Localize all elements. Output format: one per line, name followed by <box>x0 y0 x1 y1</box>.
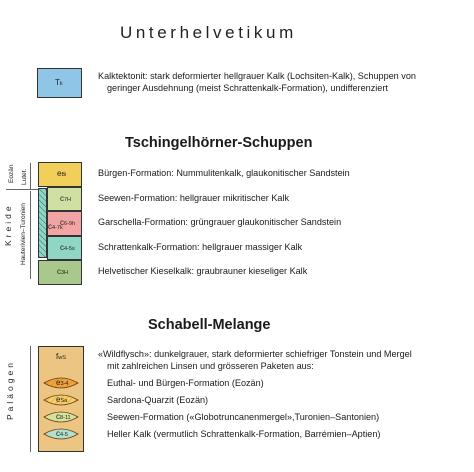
tsch-unit-description-3: Schrattenkalk-Formation: hellgrauer massiger Kalk <box>98 241 303 252</box>
kalktektonit-description-line1: Kalktektonit: stark deformierter hellgrauer Kalk (Lochsiten-Kalk), Schuppen von <box>98 71 416 81</box>
label-eozaen: Eozän <box>8 164 15 183</box>
kalktektonit-swatch <box>37 68 82 98</box>
tsch-unit-swatch-3 <box>47 236 82 261</box>
wildflysch-description-line1: «Wildflysch»: dunkelgrauer, stark deformierter schiefriger Tonstein und Mergel <box>98 349 412 359</box>
schabell-title: Schabell-Melange <box>148 317 271 333</box>
label-kreide: Kreide <box>3 203 13 246</box>
kalktektonit-symbol: Tk <box>55 78 63 87</box>
tsch-unit-description-4: Helvetischer Kieselkalk: graubrauner kieseliger Kalk <box>98 266 308 276</box>
tsch-unit-symbol-4: c3H <box>57 267 69 276</box>
bracket-kreide <box>30 191 31 279</box>
lens-symbol-3: c4-5 <box>56 429 68 438</box>
wildflysch-symbol: fwS <box>56 352 66 361</box>
tsch-unit-description-0: Bürgen-Formation: Nummulitenkalk, glaukonitischer Sandstein <box>98 168 350 178</box>
divider-eozaen-kreide <box>6 189 38 190</box>
bracket-palaeogen <box>30 346 31 452</box>
tsch-unit-symbol-1: c7H <box>60 193 72 203</box>
label-palaeogen: Paläogen <box>5 360 15 420</box>
tsch-unit-swatch-0 <box>38 162 82 187</box>
lens-symbol-1: eSa <box>56 395 68 404</box>
main-title: Unterhelvetikum <box>120 23 297 42</box>
tsch-unit-description-1: Seewen-Formation: hellgrauer mikritischer Kalk <box>98 192 290 203</box>
lens-description-1: Sardona-Quarzit (Eozän) <box>107 395 209 405</box>
kalktektonit-description-line2: geringer Ausdehnung (meist Schrattenkalk-Formation), undifferenziert <box>107 83 388 93</box>
tsch-unit-swatch-4 <box>38 260 82 285</box>
hauterivien-turonien-bar <box>38 188 47 258</box>
tsch-unit-description-2: Garschella-Formation: grüngrauer glaukonitischer Sandstein <box>98 217 342 227</box>
tschingelhoerner-title: Tschingelhörner-Schuppen <box>125 135 313 151</box>
label-lutet: Lutet. <box>21 168 28 185</box>
lens-symbol-2: c8-11 <box>56 412 71 421</box>
tsch-unit-symbol-3: c4-5s <box>60 242 75 252</box>
lens-description-3: Heller Kalk (vermutlich Schrattenkalk-Formation, Barrémien–Aptien) <box>107 429 381 439</box>
lens-description-2: Seewen-Formation («Globotruncanenmergel»,Turonien–Santonien) <box>107 412 380 422</box>
tsch-unit-symbol-2: c6-9h <box>60 218 76 227</box>
lens-description-0: Euthal- und Bürgen-Formation (Eozän) <box>107 378 264 388</box>
label-hauterivien-turonien: Hauterivien–Turonien <box>20 203 27 265</box>
tsch-unit-symbol-0: eBi <box>57 169 67 178</box>
bracket-eozaen <box>30 163 31 189</box>
hauterivien-turonien-symbol: c4-7k <box>48 222 63 231</box>
tsch-unit-swatch-1 <box>47 187 82 212</box>
wildflysch-description-line2: mit zahlreichen Linsen und grösseren Paketen aus: <box>107 361 314 371</box>
lens-symbol-0: e3-4 <box>56 378 69 387</box>
